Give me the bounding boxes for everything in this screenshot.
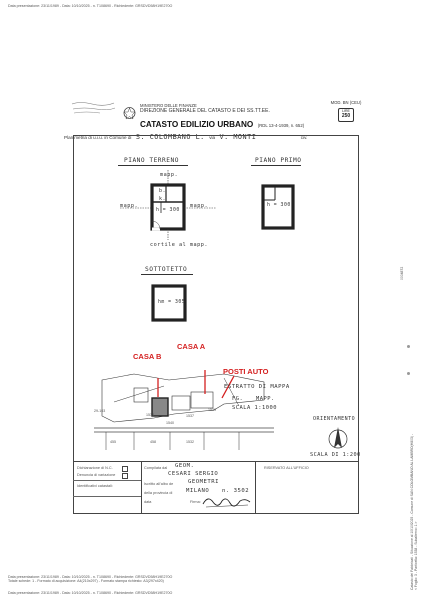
lire-value: 250 bbox=[341, 113, 351, 119]
model-label: MOD. BN (CEU) bbox=[330, 100, 362, 105]
ministry-title: CATASTO EDILIZIO URBANO bbox=[140, 120, 254, 129]
bottom-note bbox=[8, 575, 172, 583]
scala-drawing: SCALA DI 1:200 bbox=[310, 452, 361, 458]
orientamento-label: ORIENTAMENTO bbox=[313, 416, 356, 422]
footer-denuncia: Denuncia di variazione bbox=[77, 473, 116, 477]
estratto-fg: FG. bbox=[232, 396, 244, 402]
label-mapp-top: mapp. bbox=[160, 172, 179, 178]
form-divider-2 bbox=[255, 462, 256, 514]
title-sottotetto: SOTTOTETTO bbox=[145, 266, 188, 273]
estratto-scala: SCALA 1:1000 bbox=[232, 405, 277, 411]
header-note bbox=[8, 4, 172, 8]
form-divider-1 bbox=[141, 462, 142, 514]
emblem-icon bbox=[123, 106, 136, 121]
side-code: 0004872 bbox=[400, 266, 404, 280]
bottom-note-repeat-line1: Data presentazione: 23/11/1989 - Data: 10/10/2025 - n. T108690 - Richiedente: GRSDVD58H19E270O bbox=[8, 591, 173, 595]
planimetria-via-label: via bbox=[209, 135, 216, 140]
map-number-7: 458 bbox=[150, 440, 156, 444]
map-number-3: 1540 bbox=[166, 421, 174, 425]
label-mapp-right: mapp. bbox=[190, 203, 209, 209]
lire-box bbox=[338, 108, 354, 122]
annotation-casa-a: CASA A bbox=[177, 342, 206, 351]
label-mapp-left: mapp. bbox=[120, 203, 139, 209]
side-text-right bbox=[410, 434, 418, 590]
map-extract bbox=[74, 370, 354, 460]
bottom-note-line2: Totale schede: 1 - Formato di acquisizione: A4(210x297) - Formato stampa richiesto: A3(297x420) bbox=[8, 579, 164, 584]
label-b: b. bbox=[159, 188, 167, 194]
footer-compilata: Compilata dal bbox=[144, 466, 168, 470]
signature-drawing bbox=[200, 492, 255, 510]
estratto-mapp: MAPP. bbox=[256, 396, 275, 402]
estratto-title: ESTRATTO DI MAPPA bbox=[224, 384, 290, 390]
footer-identificativi: Identificativi catastali: bbox=[77, 484, 113, 488]
side-mark-2 bbox=[407, 372, 410, 375]
map-number-8: 1532 bbox=[186, 440, 194, 444]
footer-iscritto: Iscritto all'albo de bbox=[144, 482, 174, 486]
bottom-note-repeat bbox=[8, 591, 172, 595]
checkbox-dichiarazione bbox=[122, 466, 128, 472]
side-text-line1: Catasto dei Fabbricati - Situazione al 10/10/2025 - Comune di SAN COLOMBANO AL LAMBRO(H803) - bbox=[410, 433, 414, 590]
label-cortile: cortile al mapp. bbox=[150, 242, 208, 248]
map-number-4: 1537 bbox=[186, 414, 194, 418]
map-number-5: 1539 bbox=[208, 408, 216, 412]
plan-piano-primo bbox=[255, 178, 305, 238]
model-box bbox=[327, 100, 365, 122]
bottom-note-line1: Data presentazione: 23/11/1989 - Data: 10/10/2025 - n. T108690 - Richiedente: GRSDVD58H19E270O bbox=[8, 575, 173, 579]
underline-primo bbox=[251, 165, 301, 166]
side-mark-1 bbox=[407, 345, 410, 348]
footer-numero: n. 3502 bbox=[222, 488, 250, 494]
footer-dichiarazione: Dichiarazione di N.C. bbox=[77, 466, 113, 470]
underline-sottotetto bbox=[141, 274, 193, 275]
label-h305: hm = 305 bbox=[158, 300, 186, 305]
map-number-2: 1533 bbox=[146, 413, 154, 417]
left-stamp-drawing bbox=[70, 100, 118, 116]
header-note-line1: Data presentazione: 23/11/1989 - Data: 10/10/2025 - n. T108690 - Richiedente: GRSDVD58H19E270O bbox=[8, 4, 173, 8]
footer-geom: GEOM. bbox=[175, 463, 195, 469]
label-h300-terreno: h = 300 bbox=[156, 208, 180, 213]
underline-terreno bbox=[118, 165, 188, 166]
label-h300-primo: h = 300 bbox=[267, 203, 291, 208]
footer-firma-label: Firma: bbox=[190, 500, 201, 504]
label-k: k. bbox=[159, 196, 167, 202]
ministry-line2: DIREZIONE GENERALE DEL CATASTO E DEI SS.TT.EE. bbox=[140, 108, 270, 114]
form-hline-2 bbox=[73, 496, 141, 497]
map-number-6: 455 bbox=[110, 440, 116, 444]
ministry-law: (RDL 13-4-1939, n. 652) bbox=[257, 123, 305, 128]
footer-provincia-label: della provincia di bbox=[144, 491, 173, 495]
annotation-casa-b: CASA B bbox=[133, 352, 162, 361]
footer-provincia: MILANO bbox=[186, 488, 210, 494]
footer-albo: GEOMETRI bbox=[188, 479, 219, 485]
planimetria-via: V. MONTI bbox=[219, 133, 257, 141]
planimetria-civ: civ. bbox=[300, 135, 308, 140]
footer-riservato: RISERVATO ALL'UFFICIO bbox=[264, 466, 309, 470]
footer-nome: CESARI SERGIO bbox=[168, 471, 219, 477]
title-piano-terreno: PIANO TERRENO bbox=[124, 157, 179, 164]
lire-label: LIRE bbox=[342, 109, 350, 113]
title-piano-primo: PIANO PRIMO bbox=[255, 157, 302, 164]
footer-data-label: data bbox=[144, 500, 152, 504]
planimetria-prefix: Planimetria di u.i.u. in Comune di bbox=[64, 135, 132, 140]
left-stamp bbox=[70, 100, 118, 116]
north-arrow-icon bbox=[322, 424, 354, 454]
ministry-line1: MINISTERO DELLE FINANZE bbox=[140, 103, 197, 108]
form-hline-1 bbox=[73, 480, 141, 481]
map-number-1: 29-103 bbox=[94, 409, 106, 413]
planimetria-comune: S. COLOMBANO L. bbox=[135, 133, 205, 141]
checkbox-denuncia bbox=[122, 473, 128, 479]
annotation-posti-auto: POSTI AUTO bbox=[223, 367, 269, 376]
side-text-line2: < Foglio: 3 - Particella: 1538 - Subalterno: 1 > bbox=[414, 521, 419, 590]
